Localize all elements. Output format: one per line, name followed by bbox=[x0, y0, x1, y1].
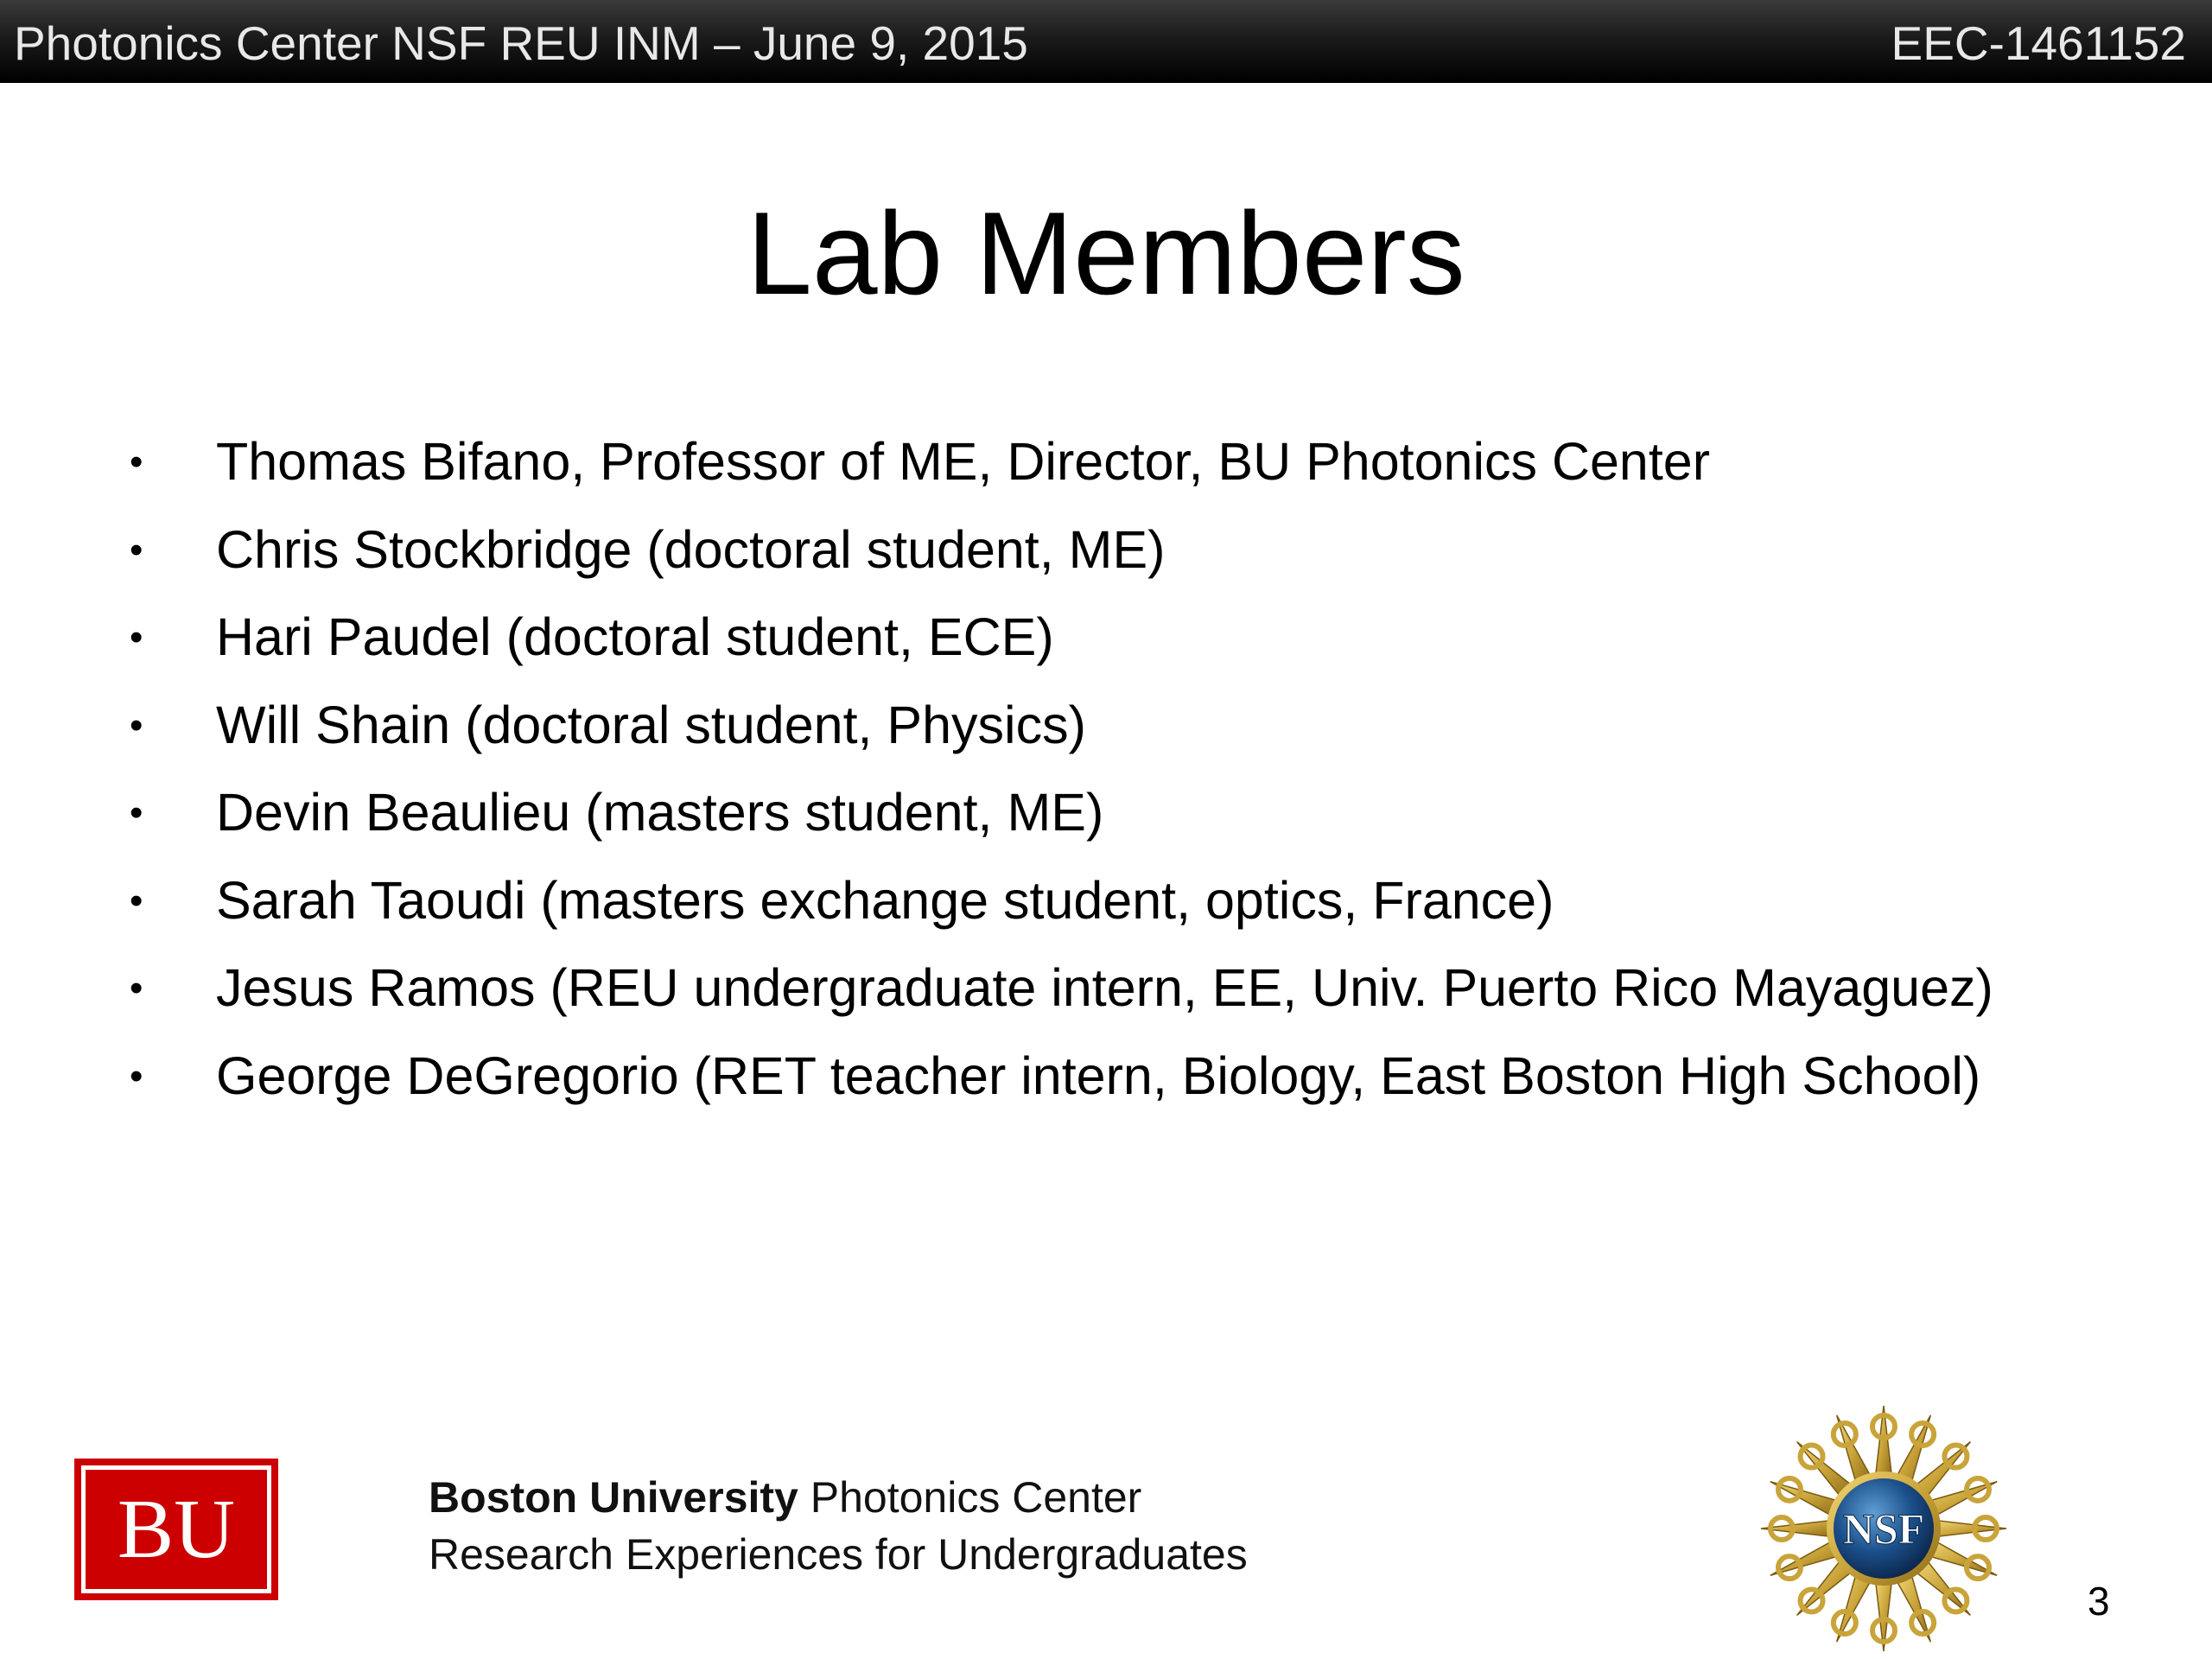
nsf-logo bbox=[1745, 1398, 2022, 1659]
header-bar bbox=[0, 0, 2212, 83]
bu-logo-text: BU bbox=[117, 1483, 236, 1576]
list-item-text: Chris Stockbridge (doctoral student, ME) bbox=[216, 519, 1166, 579]
list-item bbox=[130, 682, 1993, 770]
footer-org-line bbox=[429, 1469, 1248, 1526]
list-item-text: Devin Beaulieu (masters student, ME) bbox=[216, 783, 1104, 842]
list-item-text: Hari Paudel (doctoral student, ECE) bbox=[216, 607, 1054, 666]
header-event-text: Photonics Center NSF REU INM – June 9, 2015 bbox=[14, 16, 1028, 70]
list-item bbox=[130, 594, 1993, 682]
list-item-text: Sarah Taoudi (masters exchange student, optics, France) bbox=[216, 870, 1554, 930]
bullet-icon: • bbox=[130, 703, 143, 747]
footer-program: Research Experiences for Undergraduates bbox=[429, 1530, 1248, 1579]
list-item bbox=[130, 857, 1993, 945]
bullet-icon: • bbox=[130, 441, 143, 483]
bullet-icon: • bbox=[130, 1054, 143, 1097]
list-item bbox=[130, 769, 1993, 857]
footer-org-rest: Photonics Center bbox=[798, 1473, 1142, 1522]
list-item bbox=[130, 506, 1993, 594]
list-item bbox=[130, 1033, 1993, 1121]
list-item bbox=[130, 418, 1993, 506]
slide-title: Lab Members bbox=[747, 188, 1465, 319]
header-grant-number: EEC-1461152 bbox=[1891, 16, 2186, 70]
list-item bbox=[130, 944, 1993, 1033]
page-number: 3 bbox=[2088, 1579, 2110, 1624]
lab-members-list bbox=[130, 418, 1993, 1120]
bullet-icon: • bbox=[130, 791, 143, 834]
list-item-text: Thomas Bifano, Professor of ME, Director, BU Photonics Center bbox=[216, 432, 1711, 491]
list-item-text: Jesus Ramos (REU undergraduate intern, EE, Univ. Puerto Rico Mayaguez) bbox=[216, 958, 1993, 1017]
nsf-logo-text: NSF bbox=[1842, 1504, 1925, 1553]
footer-organization bbox=[429, 1469, 1248, 1583]
bullet-icon: • bbox=[130, 528, 143, 571]
list-item-text: George DeGregorio (RET teacher intern, Biology, East Boston High School) bbox=[216, 1046, 1981, 1105]
footer-org-bold: Boston University bbox=[429, 1473, 798, 1522]
bullet-icon: • bbox=[130, 879, 143, 922]
bu-logo bbox=[74, 1459, 278, 1600]
bullet-icon: • bbox=[130, 967, 143, 1009]
list-item-text: Will Shain (doctoral student, Physics) bbox=[216, 695, 1086, 754]
bullet-icon: • bbox=[130, 616, 143, 658]
